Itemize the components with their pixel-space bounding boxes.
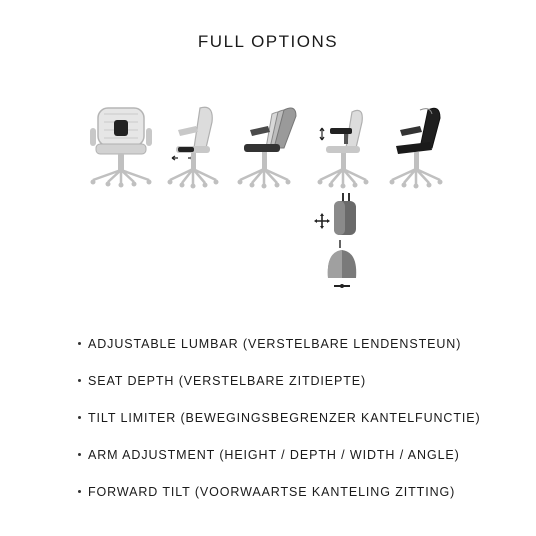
feature-item-seat-depth bbox=[78, 362, 481, 399]
feature-label: SEAT DEPTH (VERSTELBARE ZITDIEPTE) bbox=[88, 373, 367, 388]
feature-item-arm-adjustment bbox=[78, 436, 481, 473]
armrest-move-icon bbox=[314, 193, 356, 235]
chair-illustrations bbox=[0, 100, 536, 300]
bullet-icon bbox=[78, 342, 81, 345]
feature-item-lumbar bbox=[78, 325, 481, 362]
feature-label: FORWARD TILT (VOORWAARTSE KANTELING ZITTING) bbox=[88, 484, 456, 499]
chair-forward-tilt-icon bbox=[390, 108, 443, 188]
feature-item-forward-tilt bbox=[78, 473, 481, 510]
bullet-icon bbox=[78, 379, 81, 382]
chair-seat-depth-icon bbox=[168, 107, 219, 188]
chair-front-lumbar-icon bbox=[90, 108, 152, 188]
bullet-icon bbox=[78, 453, 81, 456]
page-title: FULL OPTIONS bbox=[197, 32, 339, 51]
feature-item-tilt-limiter bbox=[78, 399, 481, 436]
bullet-icon bbox=[78, 416, 81, 419]
feature-label: ARM ADJUSTMENT (HEIGHT / DEPTH / WIDTH / ANGLE) bbox=[88, 447, 460, 462]
chair-arm-adjustment-icon bbox=[318, 110, 369, 188]
chair-tilt-limiter-icon bbox=[238, 108, 297, 189]
feature-list bbox=[78, 325, 481, 510]
feature-label: TILT LIMITER (BEWEGINGSBEGRENZER KANTELFUNCTIE) bbox=[88, 410, 481, 425]
bullet-icon bbox=[78, 490, 81, 493]
armrest-pivot-icon bbox=[328, 240, 356, 288]
feature-label: ADJUSTABLE LUMBAR (VERSTELBARE LENDENSTEUN) bbox=[88, 336, 462, 351]
